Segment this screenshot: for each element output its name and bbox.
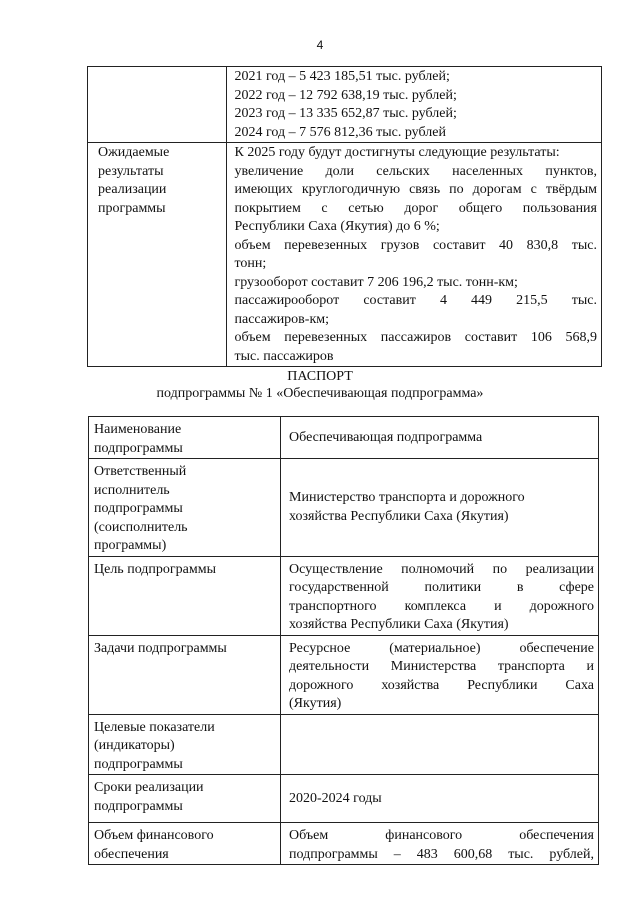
text-line: государственной политики в сфере: [289, 580, 594, 595]
label-line: программы: [98, 200, 166, 216]
label-line: подпрограммы: [94, 440, 183, 456]
label-line: (индикаторы): [94, 738, 175, 753]
terms-value-cell: [281, 775, 599, 823]
expected-results-label-cell: [88, 143, 227, 367]
label-line: Сроки реализации: [94, 780, 204, 795]
table-row: [89, 823, 599, 865]
label-line: подпрограммы: [94, 798, 183, 814]
goal-label: Цель подпрограммы: [94, 561, 216, 577]
label-line: подпрограммы: [94, 501, 183, 516]
terms-value: 2020-2024 годы: [289, 790, 382, 806]
table-row: [89, 635, 599, 714]
executor-line: Министерство транспорта и дорожного: [289, 490, 525, 506]
expected-results-value-cell: [226, 143, 602, 367]
label-line: подпрограммы: [94, 756, 183, 772]
subprogram-name: Обеспечивающая подпрограмма: [289, 429, 483, 445]
text-line: грузооборот составит 7 206 196,2 тыс. тонн-км;: [234, 274, 518, 290]
empty-label-cell: [88, 67, 227, 143]
label-line: исполнитель: [94, 482, 170, 498]
finance-line-2023: 2023 год – 13 335 652,87 тыс. рублей;: [234, 106, 457, 121]
passport-title: ПАСПОРТ: [287, 369, 353, 384]
finance-line-2021: 2021 год – 5 423 185,51 тыс. рублей;: [234, 69, 450, 84]
text-line: тыс. пассажиров: [234, 348, 334, 364]
text-line: (Якутия): [289, 696, 342, 711]
finance-by-year-cell: [226, 67, 602, 143]
label-line: программы): [94, 538, 167, 553]
name-label-cell: [89, 417, 281, 459]
label-line: результаты: [98, 163, 164, 179]
text-line: Объем финансового обеспечения: [289, 828, 594, 843]
text-line: тонн;: [234, 256, 267, 271]
label-line: Ожидаемые: [98, 145, 170, 160]
text-line: увеличение доли сельских населенных пунктов,: [234, 163, 597, 179]
tasks-label-cell: [89, 635, 281, 714]
text-line: объем перевезенных пассажиров составит 106 568,9: [234, 330, 597, 345]
table-row: [89, 714, 599, 775]
label-line: Ответственный: [94, 464, 187, 479]
label-line: Наименование: [94, 422, 182, 437]
program-passport-table-continued: [87, 66, 602, 367]
goal-value-cell: [281, 556, 599, 635]
label-line: Объем финансового: [94, 828, 214, 843]
executor-label-cell: [89, 459, 281, 557]
subprogram-passport-table: [88, 416, 599, 865]
passport-subtitle: подпрограммы № 1 «Обеспечивающая подпрограмма»: [156, 386, 484, 401]
text-line: пассажирооборот составит 4 449 215,5 тыс.: [234, 293, 597, 308]
name-value-cell: [281, 417, 599, 459]
text-line: Республики Саха (Якутия) до 6 %;: [234, 219, 440, 234]
text-line: транспортного комплекса и дорожного: [289, 598, 594, 614]
finance-line-2024: 2024 год – 7 576 812,36 тыс. рублей: [234, 124, 446, 140]
table-row: [88, 67, 602, 143]
goal-text: [289, 561, 594, 635]
table-row: [89, 459, 599, 557]
text-line: хозяйства Республики Саха (Якутия): [289, 617, 509, 632]
goal-label-cell: [89, 556, 281, 635]
funding-text: [289, 827, 594, 864]
finance-line-2022: 2022 год – 12 792 638,19 тыс. рублей;: [234, 87, 457, 103]
text-line: К 2025 году будут достигнуты следующие результаты:: [234, 145, 560, 160]
funding-label-cell: [89, 823, 281, 865]
text-line: объем перевезенных грузов составит 40 830,8 тыс.: [234, 237, 597, 253]
label-line: обеспечения: [94, 846, 169, 862]
text-line: пассажиров-км;: [234, 311, 330, 327]
table-row: [89, 775, 599, 823]
indicators-label-cell: [89, 714, 281, 775]
text-line: Осуществление полномочий по реализации: [289, 561, 594, 577]
table-row: [89, 556, 599, 635]
page-number: 4: [316, 38, 324, 52]
table-row: [89, 417, 599, 459]
tasks-label: Задачи подпрограммы: [94, 640, 227, 656]
text-line: дорожного хозяйства Республики Саха: [289, 677, 594, 693]
label-line: (соисполнитель: [94, 519, 188, 535]
indicators-value-cell: [281, 714, 599, 775]
label-line: Целевые показатели: [94, 719, 215, 735]
terms-label-cell: [89, 775, 281, 823]
text-line: деятельности Министерства транспорта и: [289, 659, 594, 674]
expected-results-text: [235, 144, 598, 366]
tasks-value-cell: [281, 635, 599, 714]
executor-line: хозяйства Республики Саха (Якутия): [289, 508, 509, 524]
tasks-text: [289, 640, 594, 714]
label-line: реализации: [98, 182, 167, 197]
funding-value-cell: [281, 823, 599, 865]
text-line: подпрограммы – 483 600,68 тыс. рублей,: [289, 846, 594, 862]
text-line: покрытием с сетью дорог общего пользования: [234, 200, 597, 216]
text-line: имеющих круглогодичную связь по дорогам с твёрдым: [234, 182, 597, 197]
table-row: [88, 143, 602, 367]
executor-value-cell: [281, 459, 599, 557]
text-line: Ресурсное (материальное) обеспечение: [289, 640, 594, 656]
